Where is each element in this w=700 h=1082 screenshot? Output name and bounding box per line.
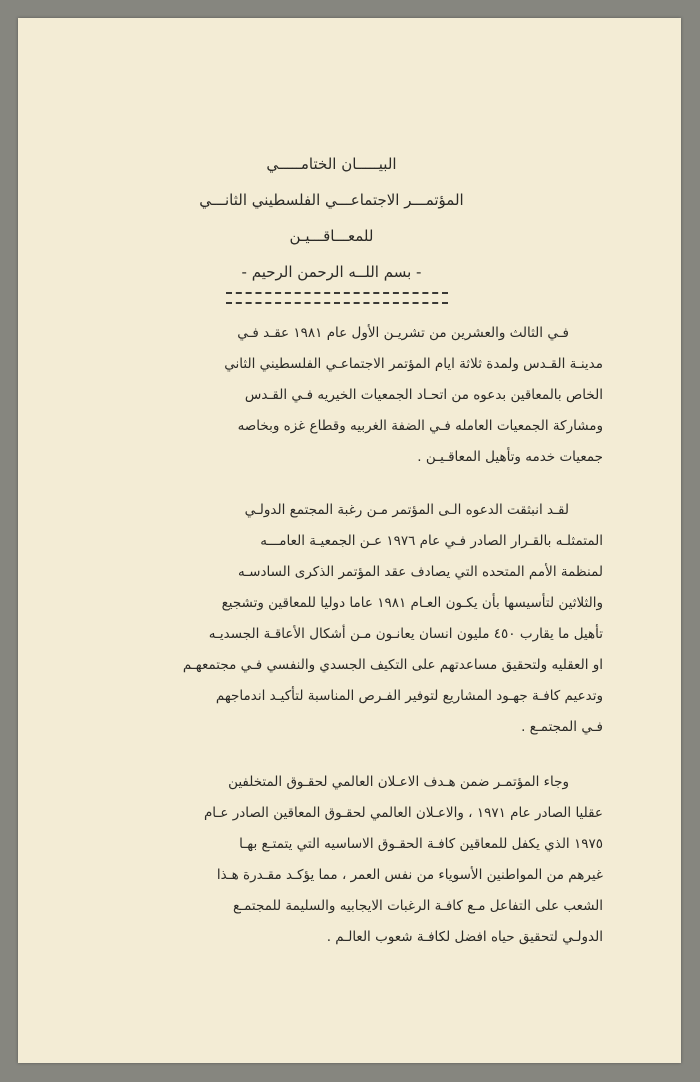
paragraph-line: فـي المجتمـع . bbox=[521, 719, 603, 735]
paragraph-line: مدينـة القـدس ولمدة ثلاثة ايام المؤتمر الاجتماعـي الفلسطيني الثاني bbox=[224, 356, 603, 372]
paragraph-line: لمنظمة الأمم المتحده التي يصادف عقد المؤتمر الذكرى السادسـه bbox=[237, 564, 603, 580]
document-body bbox=[80, 146, 603, 953]
paper-sheet bbox=[18, 18, 681, 1063]
title-block bbox=[80, 146, 603, 290]
paragraph-line: المتمثلـه بالقـرار الصادر فـي عام ١٩٧٦ عـن الجمعيـة العامـــه bbox=[260, 533, 603, 549]
paragraph-line: فـي الثالث والعشرين من تشريـن الأول عام ١٩٨١ عقـد فـي bbox=[237, 325, 569, 341]
paragraph-line: والثلاثين لتأسيسها بأن يكـون العـام ١٩٨١ عاما دوليا للمعاقين وتشجيع bbox=[221, 595, 603, 611]
paragraph-line: الشعب على التفاعل مـع كافـة الرغبات الايجابيه والسليمة للمجتمـع bbox=[232, 898, 603, 914]
paragraph-line: الخاص بالمعاقين بدعوه من اتحـاد الجمعيات الخيريه فـي القـدس bbox=[244, 387, 603, 403]
paragraph-line: او العقليه ولتحقيق مساعدتهم على التكيف الجسدي والنفسي فـي مجتمعهـم bbox=[182, 657, 603, 673]
paragraph-line: الدولـي لتحقيق حياه افضل لكافـة شعوب العالـم . bbox=[326, 929, 603, 945]
paragraph-line: جمعيات خدمه وتأهيل المعاقـيـن . bbox=[417, 449, 603, 465]
paragraph-1 bbox=[80, 318, 603, 473]
paragraph-line: ومشاركة الجمعيات العامله فـي الضفة الغربيه وقطاع غزه وبخاصه bbox=[237, 418, 603, 434]
paragraph-2 bbox=[80, 495, 603, 743]
paragraph-line: وتدعيم كافـة جهـود المشاريع لتوفير الفـرص المناسبة لتأكيـد اندماجهم bbox=[215, 688, 603, 704]
paragraph-line: وجاء المؤتمـر ضمن هـدف الاعـلان العالمي لحقـوق المتخلفين bbox=[228, 774, 569, 790]
title-final-statement: البيـــــان الختامـــــي bbox=[266, 155, 397, 173]
title-disabled: للمعـــاقـــيـن bbox=[289, 227, 374, 245]
paragraph-line: تأهيل ما يقارب ٤٥٠ مليون انسان يعانـون مـن أشكال الأعاقـة الجسديـه bbox=[208, 626, 603, 642]
title-separator bbox=[226, 292, 448, 304]
paragraph-line: عقليا الصادر عام ١٩٧١ ، والاعـلان العالمي لحقـوق المعاقين الصادر عـام bbox=[203, 805, 603, 821]
paragraph-line: لقـد انبثقت الدعوه الـى المؤتمر مـن رغبة المجتمع الدولـي bbox=[244, 502, 569, 518]
paragraph-line: غيرهم من المواطنين الأسوياء من نفس العمر ، مما يؤكـد مقـدرة هـذا bbox=[216, 867, 603, 883]
paragraph-3 bbox=[80, 767, 603, 953]
title-basmala: - بسم اللــه الرحمن الرحيم - bbox=[241, 263, 422, 281]
paragraph-line: ١٩٧٥ الذي يكفل للمعاقين كافـة الحقـوق الاساسيه التي يتمتـع بهـا bbox=[239, 836, 603, 852]
title-conference: المؤتمـــر الاجتماعـــي الفلسطيني الثانـــي bbox=[199, 191, 464, 209]
